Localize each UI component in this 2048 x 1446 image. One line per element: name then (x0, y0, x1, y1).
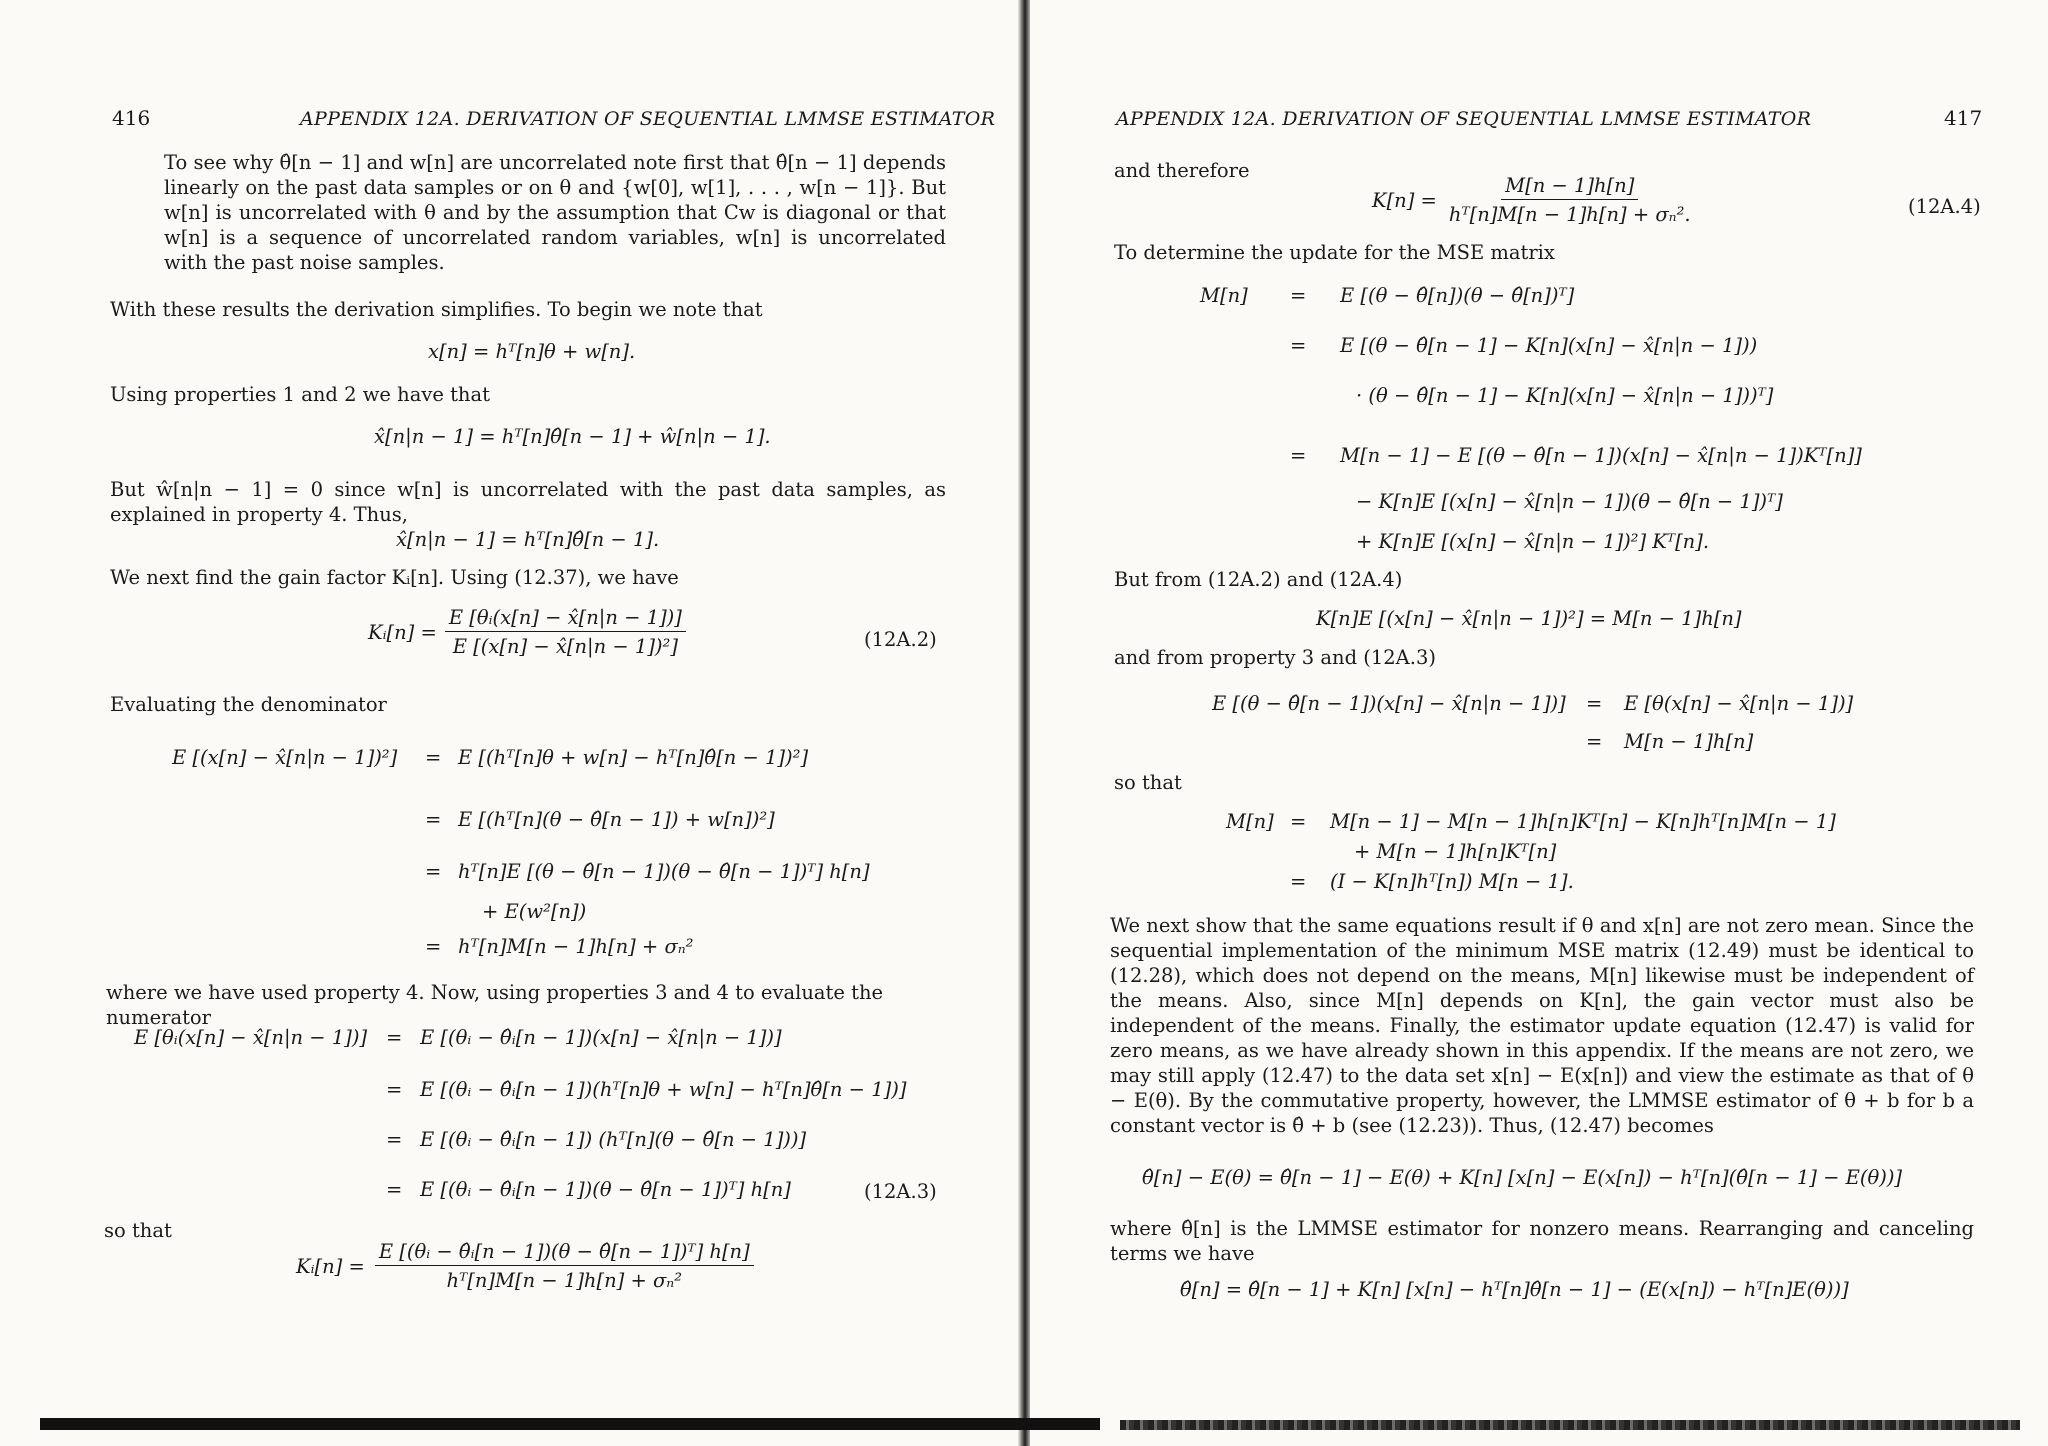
numerator-rhs-1: E [(θᵢ − θ̂ᵢ[n − 1])(hᵀ[n]θ + w[n] − hᵀ[n]θ̂[n − 1])] (420, 1078, 907, 1101)
paragraph-derivation: With these results the derivation simplifies. To begin we note that (110, 298, 763, 321)
paragraph-mse-update: To determine the update for the MSE matrix (1114, 241, 1555, 264)
denominator-rhs-2: hᵀ[n]E [(θ − θ̂[n − 1])(θ − θ̂[n − 1])ᵀ] h[n] (458, 860, 870, 883)
paragraph-denominator: Evaluating the denominator (110, 693, 387, 716)
equation-12A2 (368, 606, 686, 658)
gain-vector-fraction (1445, 174, 1695, 226)
mse-rhs-2: · (θ − θ̂[n − 1] − K[n](x[n] − x̂[n|n − 1]))ᵀ] (1356, 384, 1774, 407)
mse-final-rhs-0: M[n − 1] − M[n − 1]h[n]Kᵀ[n] − K[n]hᵀ[n]M[n − 1] (1330, 810, 1836, 833)
gain-final-lhs: Kᵢ[n] = (296, 1254, 365, 1278)
equation-prediction-simplified: x̂[n|n − 1] = hᵀ[n]θ̂[n − 1]. (396, 528, 660, 551)
mse-lhs: M[n] (1200, 284, 1248, 307)
right-page (1030, 0, 2048, 1446)
mse-rel-1: = (1290, 334, 1307, 357)
cross-rhs-0: E [θ(x[n] − x̂[n|n − 1])] (1624, 692, 1854, 715)
numerator-rel-1: = (386, 1078, 403, 1101)
mse-final-rhs-1: + M[n − 1]h[n]Kᵀ[n] (1354, 840, 1557, 863)
equation-number-12A2: (12A.2) (864, 628, 937, 651)
mse-final-rel-0: = (1290, 810, 1307, 833)
denominator-rel-1: = (425, 808, 442, 831)
equation-data-model: x[n] = hᵀ[n]θ + w[n]. (428, 340, 636, 363)
denominator-rhs-3: + E(w²[n]) (482, 900, 587, 923)
mse-final-rel-2: = (1290, 870, 1307, 893)
numerator-rhs-3: E [(θᵢ − θ̂ᵢ[n − 1])(θ − θ̂[n − 1])ᵀ] h[n] (420, 1178, 791, 1201)
mse-final-lhs: M[n] (1226, 810, 1274, 833)
cross-rhs-1: M[n − 1]h[n] (1624, 730, 1754, 753)
gain-numerator: E [θᵢ(x[n] − x̂[n|n − 1])] (445, 606, 686, 632)
gain-final-numerator: E [(θᵢ − θ̂ᵢ[n − 1])(θ − θ̂[n − 1])ᵀ] h[n] (375, 1240, 754, 1266)
gain-fraction (445, 606, 686, 658)
gain-final-fraction (375, 1240, 754, 1292)
paragraph-noise-prediction: But ŵ[n|n − 1] = 0 since w[n] is uncorrelated with the past data samples, as explained in property 4. Thus, (110, 478, 946, 526)
paragraph-but-from: But from (12A.2) and (12A.4) (1114, 568, 1403, 591)
paragraph-uncorrelated: To see why θ̂[n − 1] and w[n] are uncorrelated note first that θ̂[n − 1] depends linearly on the past data samples or on θ and {w[0], w[1], . . . , w[n − 1]}. But w[n] is uncorrelated with θ and by the assumption that Cw is diagonal or that w[n] is a sequence of uncorrelated random variables, w[n] is uncorrelated with the past noise samples. (164, 151, 946, 274)
numerator-rhs-2: E [(θᵢ − θ̂ᵢ[n − 1]) (hᵀ[n](θ − θ̂[n − 1]))] (420, 1128, 807, 1151)
denominator-rel-0: = (425, 746, 442, 769)
mse-rhs-3: M[n − 1] − E [(θ − θ̂[n − 1])(x[n] − x̂[n|n − 1])Kᵀ[n]] (1340, 444, 1862, 467)
cross-rel-1: = (1586, 730, 1603, 753)
denominator-rhs-0: E [(hᵀ[n]θ + w[n] − hᵀ[n]θ̂[n − 1])²] (458, 746, 809, 769)
numerator-rel-2: = (386, 1128, 403, 1151)
cross-rel-0: = (1586, 692, 1603, 715)
numerator-rhs-0: E [(θᵢ − θ̂ᵢ[n − 1])(x[n] − x̂[n|n − 1])] (420, 1026, 782, 1049)
denominator-rhs-4: hᵀ[n]M[n − 1]h[n] + σₙ² (458, 935, 694, 958)
equation-final-estimator: θ̂[n] = θ̂[n − 1] + K[n] [x[n] − hᵀ[n]θ̂[n − 1] − (E(x[n]) − hᵀ[n]E(θ))] (1180, 1278, 1849, 1301)
equation-12A4 (1372, 174, 1695, 226)
equation-prediction: x̂[n|n − 1] = hᵀ[n]θ̂[n − 1] + ŵ[n|n − 1]. (374, 425, 771, 448)
equation-number-12A4: (12A.4) (1908, 195, 1981, 218)
running-head-right: APPENDIX 12A. DERIVATION OF SEQUENTIAL LMMSE ESTIMATOR (1116, 108, 1812, 130)
scan-shadow-right (1120, 1420, 2020, 1430)
mse-rel-0: = (1290, 284, 1307, 307)
paragraph-numerator: where we have used property 4. Now, using properties 3 and 4 to evaluate the numerator (106, 981, 884, 1029)
numerator-lhs: E [θᵢ(x[n] − x̂[n|n − 1])] (134, 1026, 368, 1049)
gain-final-denominator: hᵀ[n]M[n − 1]h[n] + σₙ² (446, 1269, 683, 1292)
gain-vector-denominator: hᵀ[n]M[n − 1]h[n] + σₙ². (1448, 203, 1691, 226)
paragraph-so-that-right: so that (1114, 771, 1182, 794)
mse-final-rhs-2: (I − K[n]hᵀ[n]) M[n − 1]. (1330, 870, 1574, 893)
paragraph-property-3: and from property 3 and (12A.3) (1114, 646, 1436, 669)
equation-number-12A3: (12A.3) (864, 1180, 937, 1203)
scan-shadow-left (40, 1418, 1100, 1430)
gain-lhs: Kᵢ[n] = (368, 620, 437, 644)
denominator-rel-2: = (425, 860, 442, 883)
paragraph-so-that-left: so that (104, 1219, 172, 1242)
page-number-left: 416 (112, 106, 151, 130)
paragraph-rearranging: where θ̂[n] is the LMMSE estimator for nonzero means. Rearranging and canceling terms we have (1110, 1217, 1974, 1265)
paragraph-properties: Using properties 1 and 2 we have that (110, 383, 490, 406)
denominator-rel-4: = (425, 935, 442, 958)
paragraph-and-therefore: and therefore (1114, 159, 1250, 182)
left-page (0, 0, 1022, 1446)
mse-rhs-4: − K[n]E [(x[n] − x̂[n|n − 1])(θ − θ̂[n − 1])ᵀ] (1356, 490, 1783, 513)
equation-gain-identity: K[n]E [(x[n] − x̂[n|n − 1])²] = M[n − 1]h[n] (1316, 607, 1742, 630)
gain-denominator: E [(x[n] − x̂[n|n − 1])²] (452, 635, 678, 658)
cross-lhs: E [(θ − θ̂[n − 1])(x[n] − x̂[n|n − 1])] (1212, 692, 1566, 715)
denominator-lhs: E [(x[n] − x̂[n|n − 1])²] (172, 746, 398, 769)
equation-nonzero-update: θ̂[n] − E(θ) = θ̂[n − 1] − E(θ) + K[n] [x[n] − E(x[n]) − hᵀ[n](θ̂[n − 1] − E(θ))] (1142, 1166, 1903, 1189)
numerator-rel-3: = (386, 1178, 403, 1201)
mse-rhs-0: E [(θ − θ̂[n])(θ − θ̂[n])ᵀ] (1340, 284, 1575, 307)
mse-rhs-5: + K[n]E [(x[n] − x̂[n|n − 1])²] Kᵀ[n]. (1356, 530, 1710, 553)
numerator-rel-0: = (386, 1026, 403, 1049)
mse-rel-3: = (1290, 444, 1307, 467)
running-head-left: APPENDIX 12A. DERIVATION OF SEQUENTIAL LMMSE ESTIMATOR (300, 108, 996, 130)
mse-rhs-1: E [(θ − θ̂[n − 1] − K[n](x[n] − x̂[n|n − 1])) (1340, 334, 1758, 357)
equation-gain-final (296, 1240, 754, 1292)
gain-vector-numerator: M[n − 1]h[n] (1501, 174, 1638, 200)
paragraph-gain-factor: We next find the gain factor Kᵢ[n]. Using (12.37), we have (110, 566, 679, 589)
denominator-rhs-1: E [(hᵀ[n](θ − θ̂[n − 1]) + w[n])²] (458, 808, 775, 831)
gain-vector-lhs: K[n] = (1372, 188, 1437, 212)
paragraph-nonzero-means: We next show that the same equations result if θ and x[n] are not zero mean. Since the sequential implementation of the minimum MSE matrix (12.49) must be identical to (12.28), which does not depend on the means, M[n] likewise must be independent of the means. Also, since M[n] depends on K[n], the gain vector must also be independent of the means. Finally, the estimator update equation (12.47) is valid for zero means, as we have already shown in this appendix. If the means are not zero, we may still apply (12.47) to the data set x[n] − E(x[n]) and view the estimate as that of θ − E(θ). By the commutative property, however, the LMMSE estimator of θ + b for b a constant vector is θ̂ + b (see (12.23)). Thus, (12.47) becomes (1110, 914, 1974, 1137)
page-number-right: 417 (1944, 106, 1983, 130)
